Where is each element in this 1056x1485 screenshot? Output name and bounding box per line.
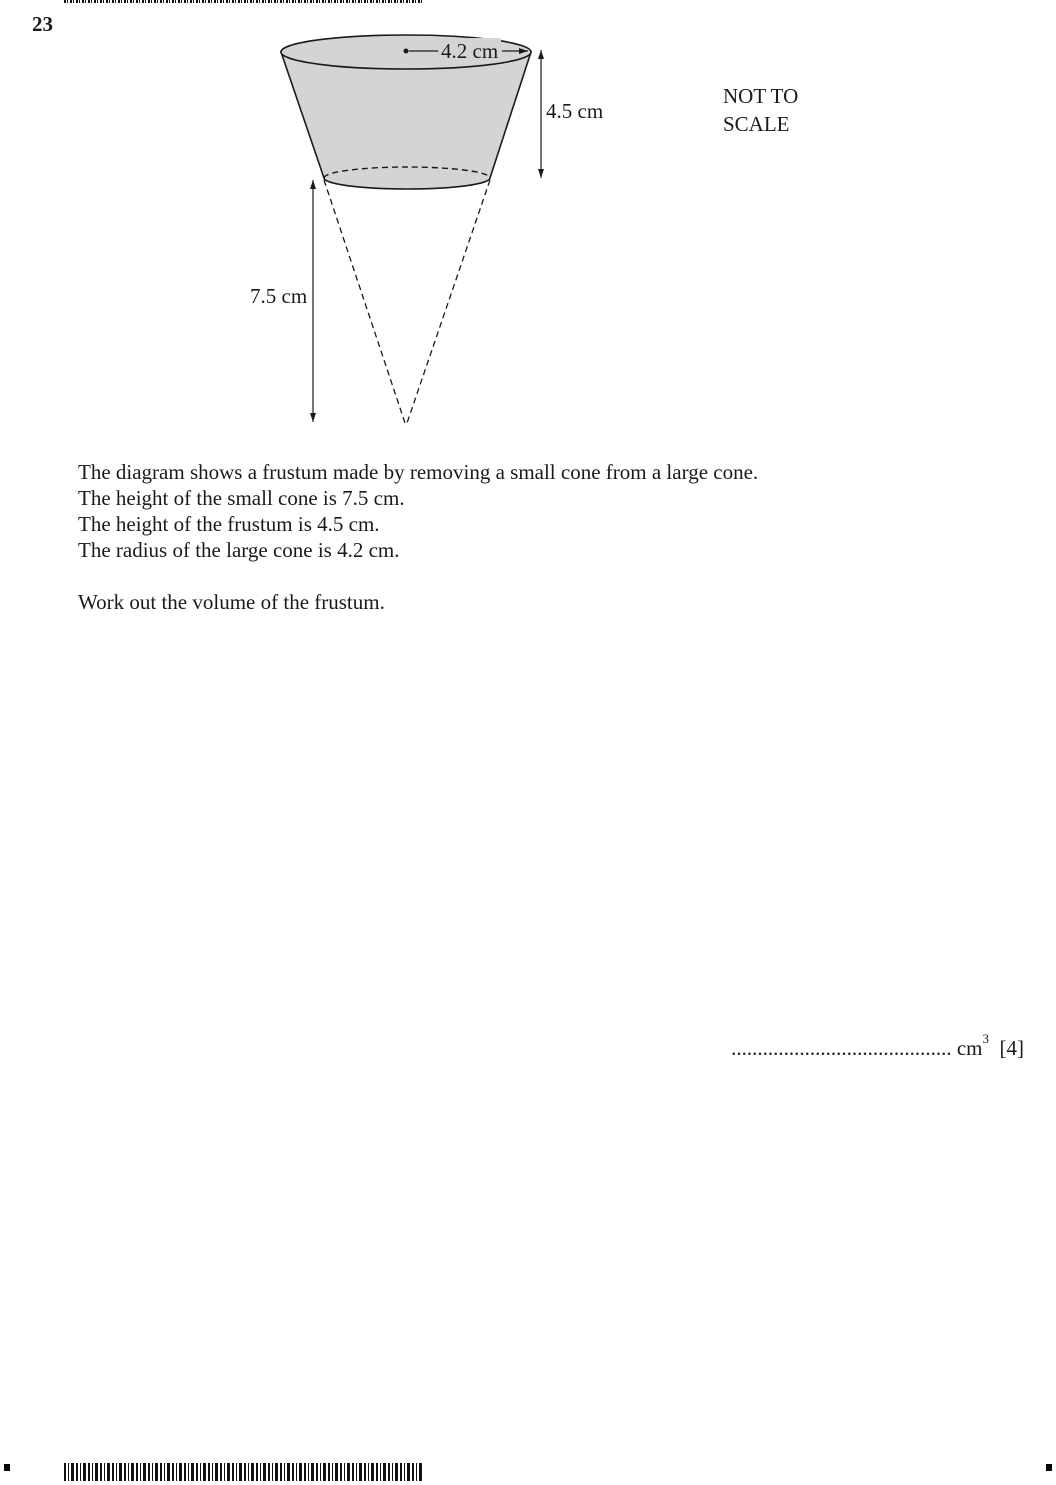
answer-dots[interactable]: .......................................... [731, 1036, 952, 1060]
frustum-height-label: 4.5 cm [546, 99, 604, 123]
answer-unit: cm [956, 1036, 983, 1060]
centre-point [404, 49, 409, 54]
not-to-scale-line1: NOT TO [723, 84, 799, 108]
bottom-barcode [64, 1463, 424, 1481]
answer-unit-power: 3 [982, 1031, 989, 1046]
question-line: The diagram shows a frustum made by removing a small cone from a large cone. [78, 460, 759, 484]
corner-marker-left [4, 1464, 10, 1471]
answer-line [731, 1031, 1024, 1061]
question-instruction: Work out the volume of the frustum. [78, 590, 385, 614]
question-line: The height of the small cone is 7.5 cm. [78, 486, 405, 510]
frustum-diagram [0, 0, 1056, 440]
not-to-scale-line2: SCALE [723, 112, 790, 136]
small-cone-right-edge [406, 180, 490, 426]
corner-marker-right [1046, 1464, 1052, 1471]
question-number: 23 [32, 12, 53, 36]
marks-label: [4] [999, 1036, 1024, 1060]
not-to-scale-note [723, 82, 798, 138]
small-cone-height-label: 7.5 cm [250, 284, 308, 308]
question-line: The height of the frustum is 4.5 cm. [78, 512, 380, 536]
question-line: The radius of the large cone is 4.2 cm. [78, 538, 400, 562]
frustum-body [281, 52, 531, 189]
question-text [78, 459, 758, 615]
radius-label: 4.2 cm [441, 39, 499, 63]
small-cone-left-edge [324, 180, 406, 426]
